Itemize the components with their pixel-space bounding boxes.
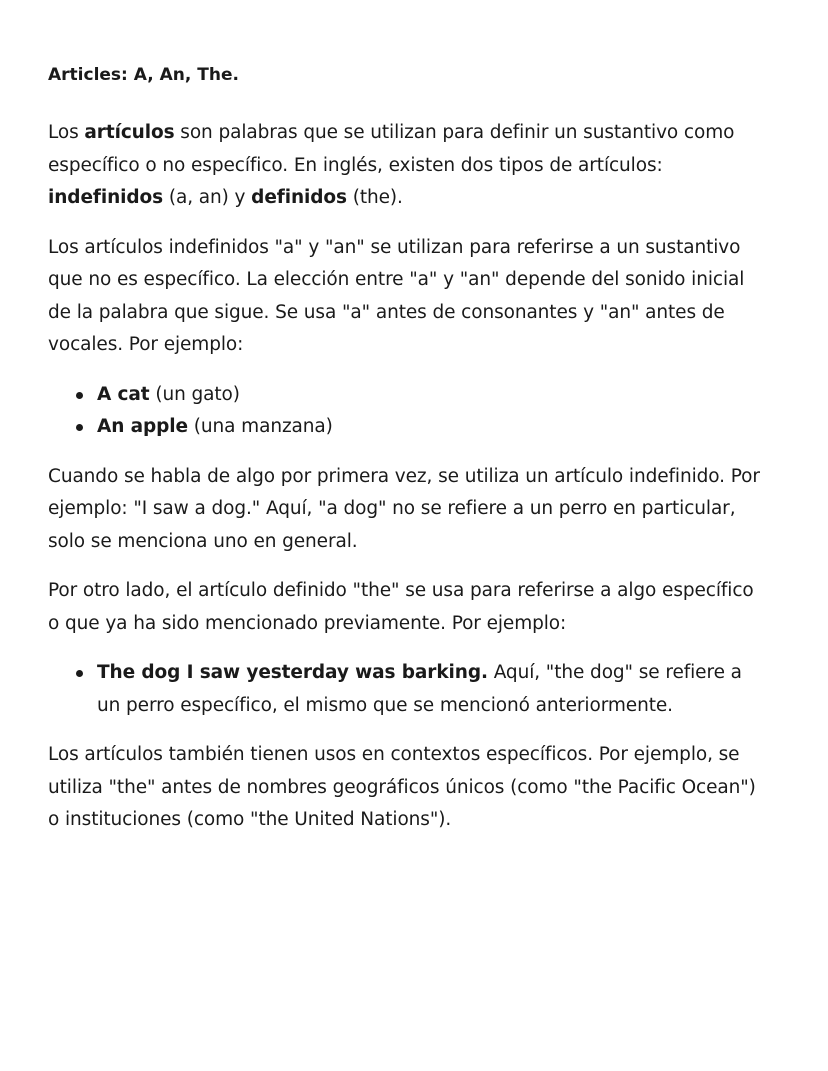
example-list-definite bbox=[48, 657, 768, 722]
example-text: Aquí, "the dog" se refiere a un perro específico, el mismo que se mencionó anteriormente. bbox=[97, 662, 742, 716]
paragraph-first-mention: Cuando se habla de algo por primera vez, se utiliza un artículo indefinido. Por ejemplo: "I saw a dog." Aquí, "a dog" no se refiere a un perro en particular, solo se menciona uno en general. bbox=[48, 465, 760, 552]
paragraph-definite: Por otro lado, el artículo definido "the" se usa para referirse a algo específico o que ya ha sido mencionado previamente. Por ejemplo: bbox=[48, 580, 754, 634]
bold-term: definidos bbox=[251, 187, 347, 208]
list-item bbox=[97, 379, 768, 412]
example-list-indefinite bbox=[48, 379, 768, 444]
bullet-icon bbox=[76, 670, 83, 677]
example-bold: An apple bbox=[97, 416, 188, 437]
paragraph-intro bbox=[48, 117, 768, 215]
bold-term: artículos bbox=[84, 122, 175, 143]
document-title: Articles: A, An, The. bbox=[48, 65, 239, 85]
bullet-icon bbox=[76, 392, 83, 399]
paragraph-indefinite: Los artículos indefinidos "a" y "an" se utilizan para referirse a un sustantivo que no es específico. La elección entre "a" y "an" depende del sonido inicial de la palabra que sigue. Se usa "a" antes de consonantes y "an" antes de vocales. Por ejemplo: bbox=[48, 236, 745, 355]
bullet-icon bbox=[76, 424, 83, 431]
example-bold: The dog I saw yesterday was barking. bbox=[97, 662, 488, 683]
list-item bbox=[97, 657, 768, 722]
list-item bbox=[97, 411, 768, 444]
example-text: (un gato) bbox=[149, 383, 240, 405]
paragraph-specific-contexts: Los artículos también tienen usos en contextos específicos. Por ejemplo, se utiliza "the" antes de nombres geográficos únicos (como "the Pacific Ocean") o instituciones (como "the United Nations"). bbox=[48, 744, 756, 830]
bold-term: indefinidos bbox=[48, 187, 164, 208]
text-span: (a, an) y bbox=[163, 187, 252, 208]
example-bold: A cat bbox=[97, 383, 150, 405]
text-span: Los bbox=[48, 122, 85, 143]
text-span: (the). bbox=[346, 187, 403, 208]
example-text: (una manzana) bbox=[188, 416, 333, 437]
text-span: son palabras que se utilizan para definir un sustantivo como específico o no específico. En inglés, existen dos tipos de artículos: bbox=[48, 122, 735, 176]
